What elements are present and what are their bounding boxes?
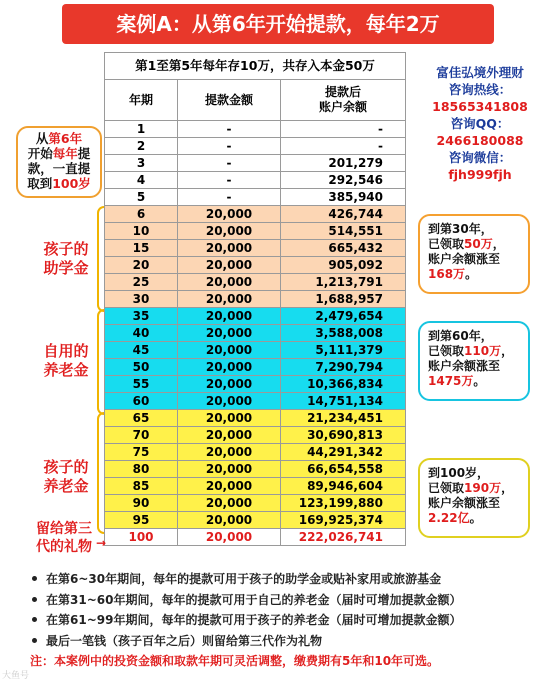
cell-balance: 222,026,741 xyxy=(281,529,406,546)
table-row xyxy=(105,257,406,274)
contact-wechat-label: 咨询微信： xyxy=(448,150,512,165)
cell-withdraw: 20,000 xyxy=(178,495,281,512)
header-year: 年期 xyxy=(105,80,178,121)
table-row xyxy=(105,138,406,155)
label-education: 孩子的 助学金 xyxy=(43,240,89,277)
cell-balance: - xyxy=(281,121,406,138)
withdrawal-table xyxy=(104,52,406,546)
bubble-year-100: 到100岁， 已领取190万， 账户余额涨至 2.22亿。 xyxy=(418,458,530,538)
cell-balance: 385,940 xyxy=(281,189,406,206)
cell-balance: 169,925,374 xyxy=(281,512,406,529)
cell-withdraw: - xyxy=(178,172,281,189)
cell-year: 5 xyxy=(105,189,178,206)
notes-list xyxy=(30,569,550,672)
cell-withdraw: 20,000 xyxy=(178,359,281,376)
table-row xyxy=(105,274,406,291)
cell-withdraw: 20,000 xyxy=(178,376,281,393)
cell-balance: 1,213,791 xyxy=(281,274,406,291)
cell-year: 1 xyxy=(105,121,178,138)
contact-company: 富佳弘境外理财 xyxy=(436,65,524,80)
cell-balance: 14,751,134 xyxy=(281,393,406,410)
cell-year: 25 xyxy=(105,274,178,291)
cell-withdraw: 20,000 xyxy=(178,291,281,308)
table-row xyxy=(105,121,406,138)
cell-year: 40 xyxy=(105,325,178,342)
contact-hotline-label: 咨询热线： xyxy=(448,82,512,97)
cell-year: 45 xyxy=(105,342,178,359)
table-row xyxy=(105,308,406,325)
cell-withdraw: 20,000 xyxy=(178,257,281,274)
cell-withdraw: - xyxy=(178,121,281,138)
cell-balance: 5,111,379 xyxy=(281,342,406,359)
contact-wechat: fjh999fjh xyxy=(448,167,512,182)
cell-balance: 44,291,342 xyxy=(281,444,406,461)
cell-balance: 292,546 xyxy=(281,172,406,189)
label-child-pension: 孩子的 养老金 xyxy=(43,458,89,495)
cell-balance: 201,279 xyxy=(281,155,406,172)
contact-qq: 2466180088 xyxy=(436,133,524,148)
cell-withdraw: 20,000 xyxy=(178,325,281,342)
table-row xyxy=(105,461,406,478)
cell-year: 95 xyxy=(105,512,178,529)
cell-balance: 3,588,008 xyxy=(281,325,406,342)
note-item: 在第31~60年期间，每年的提款可用于自己的养老金（届时可增加提款金额） xyxy=(30,590,550,611)
cell-balance: 30,690,813 xyxy=(281,427,406,444)
cell-balance: 89,946,604 xyxy=(281,478,406,495)
cell-withdraw: 20,000 xyxy=(178,223,281,240)
bubble-year-30: 到第30年， 已领取50万， 账户余额涨至 168万。 xyxy=(418,214,530,294)
cell-year: 65 xyxy=(105,410,178,427)
table-row xyxy=(105,189,406,206)
cell-withdraw: 20,000 xyxy=(178,461,281,478)
cell-balance: 905,092 xyxy=(281,257,406,274)
table-row xyxy=(105,172,406,189)
cell-year: 2 xyxy=(105,138,178,155)
cell-balance: 514,551 xyxy=(281,223,406,240)
header-withdraw: 提款金额 xyxy=(178,80,281,121)
table-row xyxy=(105,376,406,393)
table-row xyxy=(105,359,406,376)
cell-year: 6 xyxy=(105,206,178,223)
start-callout: 从第6年 开始每年提 款，一直提 取到100岁 xyxy=(16,126,102,198)
table-row xyxy=(105,342,406,359)
table-caption: 第1至第5年每年存10万，共存入本金50万 xyxy=(105,53,406,80)
cell-balance: 21,234,451 xyxy=(281,410,406,427)
cell-balance: 1,688,957 xyxy=(281,291,406,308)
table-row xyxy=(105,155,406,172)
cell-balance: 7,290,794 xyxy=(281,359,406,376)
cell-withdraw: 20,000 xyxy=(178,342,281,359)
cell-year: 30 xyxy=(105,291,178,308)
cell-year: 4 xyxy=(105,172,178,189)
cell-withdraw: 20,000 xyxy=(178,240,281,257)
table-row xyxy=(105,427,406,444)
contact-info xyxy=(414,64,546,183)
table-row xyxy=(105,478,406,495)
note-item: 在第61~99年期间，每年的提款可用于孩子的养老金（届时可增加提款金额） xyxy=(30,610,550,631)
cell-year: 3 xyxy=(105,155,178,172)
table-row xyxy=(105,291,406,308)
cell-withdraw: 20,000 xyxy=(178,478,281,495)
cell-withdraw: 20,000 xyxy=(178,512,281,529)
cell-year: 60 xyxy=(105,393,178,410)
cell-year: 15 xyxy=(105,240,178,257)
bracket-self-pension xyxy=(97,309,104,415)
cell-balance: - xyxy=(281,138,406,155)
footnote: 注：本案例中的投资金额和取款年期可灵活调整，缴费期有5年和10年可选。 xyxy=(30,654,440,668)
table-row xyxy=(105,495,406,512)
cell-year: 85 xyxy=(105,478,178,495)
watermark: 大鱼号 xyxy=(2,671,30,681)
contact-hotline: 18565341808 xyxy=(432,99,528,114)
cell-withdraw: 20,000 xyxy=(178,444,281,461)
table-row xyxy=(105,393,406,410)
table-row xyxy=(105,240,406,257)
page-title: 案例A：从第6年开始提款，每年2万 xyxy=(62,4,494,44)
cell-year: 55 xyxy=(105,376,178,393)
cell-year: 10 xyxy=(105,223,178,240)
cell-balance: 66,654,558 xyxy=(281,461,406,478)
cell-withdraw: 20,000 xyxy=(178,393,281,410)
cell-balance: 665,432 xyxy=(281,240,406,257)
cell-withdraw: 20,000 xyxy=(178,529,281,546)
cell-year: 20 xyxy=(105,257,178,274)
contact-qq-label: 咨询QQ： xyxy=(450,116,510,131)
cell-year: 50 xyxy=(105,359,178,376)
cell-balance: 123,199,880 xyxy=(281,495,406,512)
cell-withdraw: - xyxy=(178,189,281,206)
label-legacy: 留给第三 代的礼物 xyxy=(36,521,92,555)
legacy-arrow-icon: → xyxy=(96,536,107,550)
cell-withdraw: - xyxy=(178,155,281,172)
cell-withdraw: - xyxy=(178,138,281,155)
table-row xyxy=(105,410,406,427)
cell-year: 90 xyxy=(105,495,178,512)
cell-year: 100 xyxy=(105,529,178,546)
table-row xyxy=(105,206,406,223)
cell-withdraw: 20,000 xyxy=(178,274,281,291)
note-item: 在第6~30年期间，每年的提款可用于孩子的助学金或贴补家用或旅游基金 xyxy=(30,569,550,590)
table-row xyxy=(105,529,406,546)
table-row xyxy=(105,444,406,461)
cell-year: 35 xyxy=(105,308,178,325)
table-row xyxy=(105,325,406,342)
header-balance-line1: 提款后 xyxy=(324,85,361,99)
cell-withdraw: 20,000 xyxy=(178,206,281,223)
cell-year: 75 xyxy=(105,444,178,461)
note-item: 最后一笔钱（孩子百年之后）则留给第三代作为礼物 xyxy=(30,631,550,652)
cell-withdraw: 20,000 xyxy=(178,410,281,427)
label-self-pension: 自用的 养老金 xyxy=(43,342,89,379)
cell-balance: 426,744 xyxy=(281,206,406,223)
table-row xyxy=(105,512,406,529)
table-row xyxy=(105,223,406,240)
cell-balance: 2,479,654 xyxy=(281,308,406,325)
cell-balance: 10,366,834 xyxy=(281,376,406,393)
cell-year: 70 xyxy=(105,427,178,444)
cell-year: 80 xyxy=(105,461,178,478)
cell-withdraw: 20,000 xyxy=(178,427,281,444)
bracket-education xyxy=(97,206,104,312)
header-balance-line2: 账户余额 xyxy=(318,100,367,114)
cell-withdraw: 20,000 xyxy=(178,308,281,325)
bubble-year-60: 到第60年， 已领取110万， 账户余额涨至 1475万。 xyxy=(418,321,530,401)
header-balance xyxy=(281,80,406,121)
bracket-child-pension xyxy=(97,412,104,534)
